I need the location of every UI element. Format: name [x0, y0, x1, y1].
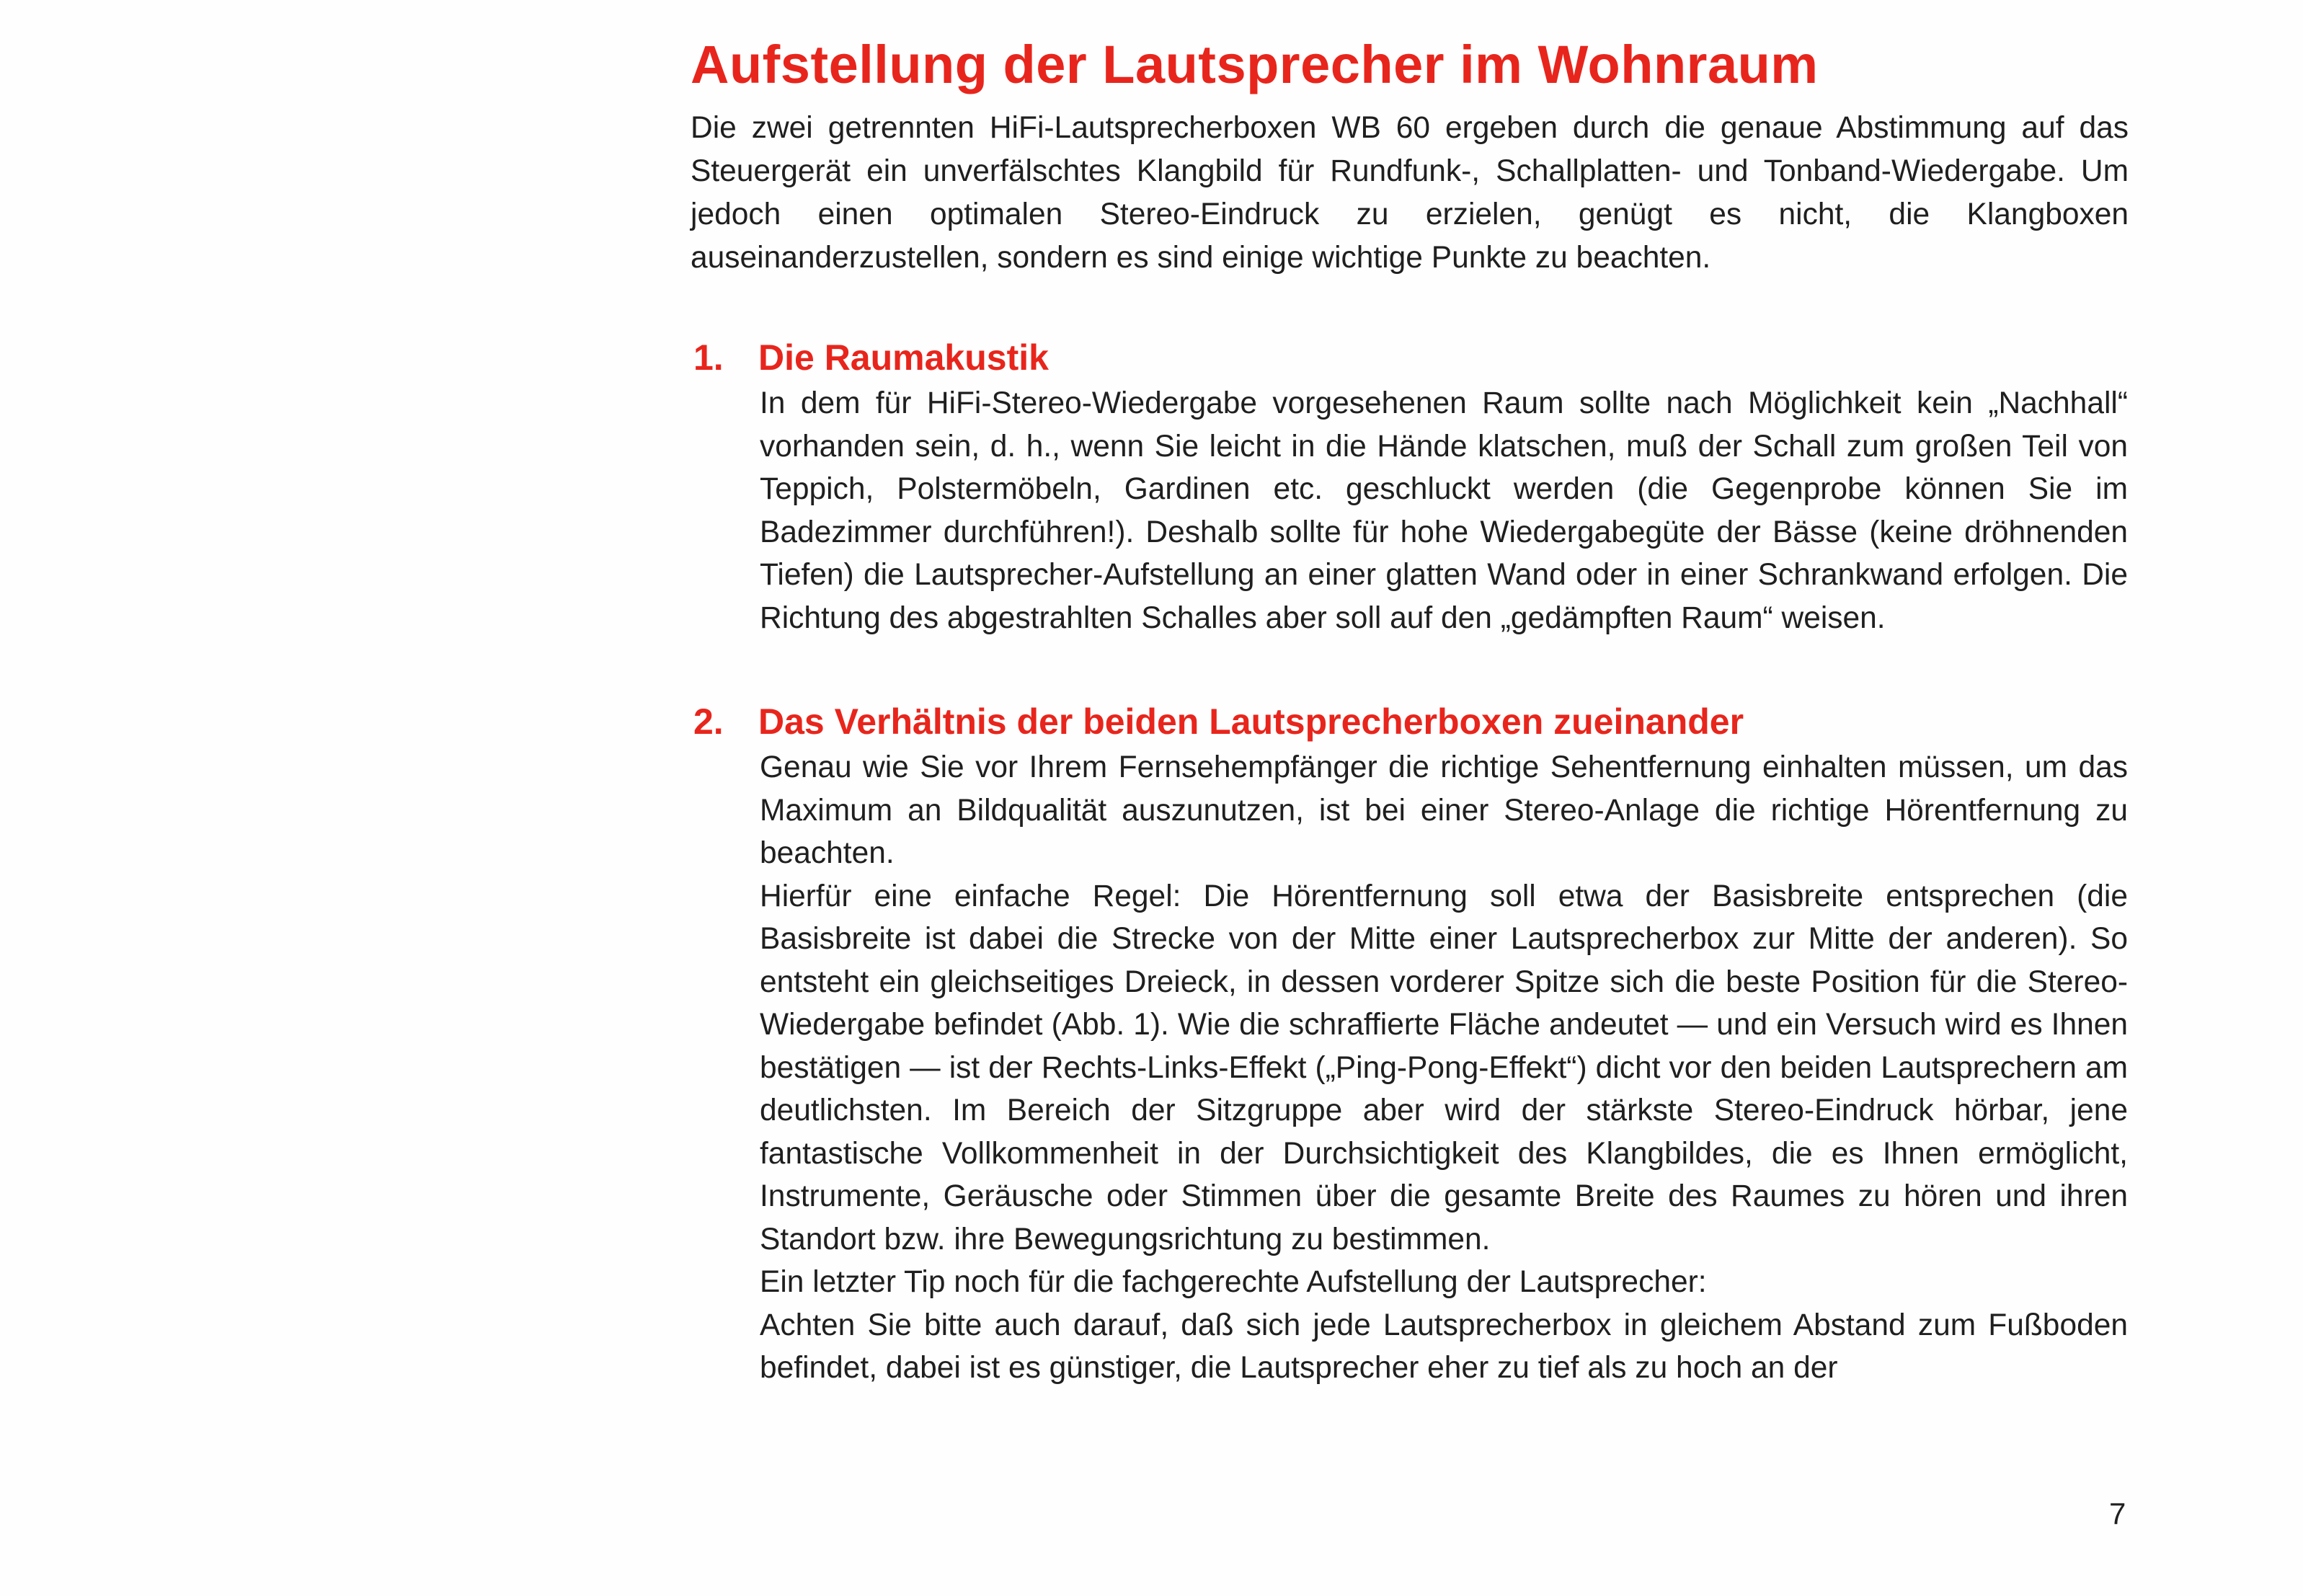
section-title: Die Raumakustik — [758, 337, 1049, 378]
body-paragraph: Genau wie Sie vor Ihrem Fernsehempfänger die richtige Sehentfernung einhalten müssen, um das Maximum an Bildqualität auszunutzen, ist bei einer Stereo-Anlage die richtige Hörentfernung zu beachten. — [760, 750, 2128, 870]
text-column — [691, 35, 2132, 1390]
body-paragraph: In dem für HiFi-Stereo-Wiedergabe vorgesehenen Raum sollte nach Möglichkeit kein „Nachhall“ vorhanden sein, d. h., wenn Sie leicht in die Hände klatschen, muß der Schall zum großen Teil von Teppich, Polstermöbeln, Gardinen etc. geschluckt werden (die Gegenprobe können Sie im Badezimmer durchführen!). Deshalb sollte für hohe Wiedergabegüte der Bässe (keine dröhnenden Tiefen) die Lautsprecher-Aufstellung an einer glatten Wand oder in einer Schrankwand erfolgen. Die Richtung des abgestrahlten Schalles aber soll auf den „gedämpften Raum“ weisen. — [760, 386, 2128, 635]
body-paragraph: Achten Sie bitte auch darauf, daß sich jede Lautsprecherbox in gleichem Abstand zum Fußboden befindet, dabei ist es günstiger, die Lautsprecher eher zu tief als zu hoch an der — [760, 1308, 2128, 1385]
section-speaker-relationship — [691, 700, 2132, 1390]
intro-paragraph: Die zwei getrennten HiFi-Lautsprecherboxen WB 60 ergeben durch die genaue Abstimmung auf das Steuergerät ein unverfälschtes Klangbild für Rundfunk-, Schallplatten- und Tonband-Wiedergabe. Um jedoch einen optimalen Stereo-Eindruck zu erzielen, genügt es nicht, die Klangboxen auseinanderzustellen, sondern es sind einige wichtige Punkte zu beachten. — [691, 111, 2129, 275]
section-heading — [691, 700, 2132, 743]
section-number: 1. — [693, 337, 724, 378]
section-number: 2. — [693, 701, 724, 742]
section-body — [760, 746, 2128, 1390]
page-title: Aufstellung der Lautsprecher im Wohnraum — [691, 35, 1819, 94]
section-title: Das Verhältnis der beiden Lautsprecherboxen zueinander — [758, 701, 1744, 742]
page-number: 7 — [2109, 1497, 2126, 1530]
section-body — [760, 382, 2128, 639]
section-room-acoustics — [691, 336, 2132, 639]
body-paragraph: Hierfür eine einfache Regel: Die Hörentfernung soll etwa der Basisbreite entsprechen (die Basisbreite ist dabei die Strecke von der Mitte einer Lautsprecherbox zur Mitte der anderen). So entsteht ein gleichseitiges Dreieck, in dessen vorderer Spitze sich die beste Position für die Stereo-Wiedergabe befindet (Abb. 1). Wie die schraffierte Fläche andeutet — und ein Versuch wird es Ihnen bestätigen — ist der Rechts-Links-Effekt („Ping-Pong-Effekt“) dicht vor den beiden Lautsprechern am deutlichsten. Im Bereich der Sitzgruppe aber wird der stärkste Stereo-Eindruck hörbar, jene fantastische Vollkommenheit in der Durchsichtigkeit des Klangbildes, die es Ihnen ermöglicht, Instrumente, Geräusche oder Stimmen über die gesamte Breite des Raumes zu hören und ihren Standort bzw. ihre Bewegungsrichtung zu bestimmen. — [760, 879, 2128, 1256]
section-heading — [691, 336, 2132, 379]
body-paragraph: Ein letzter Tip noch für die fachgerechte Aufstellung der Lautsprecher: — [760, 1265, 1707, 1299]
